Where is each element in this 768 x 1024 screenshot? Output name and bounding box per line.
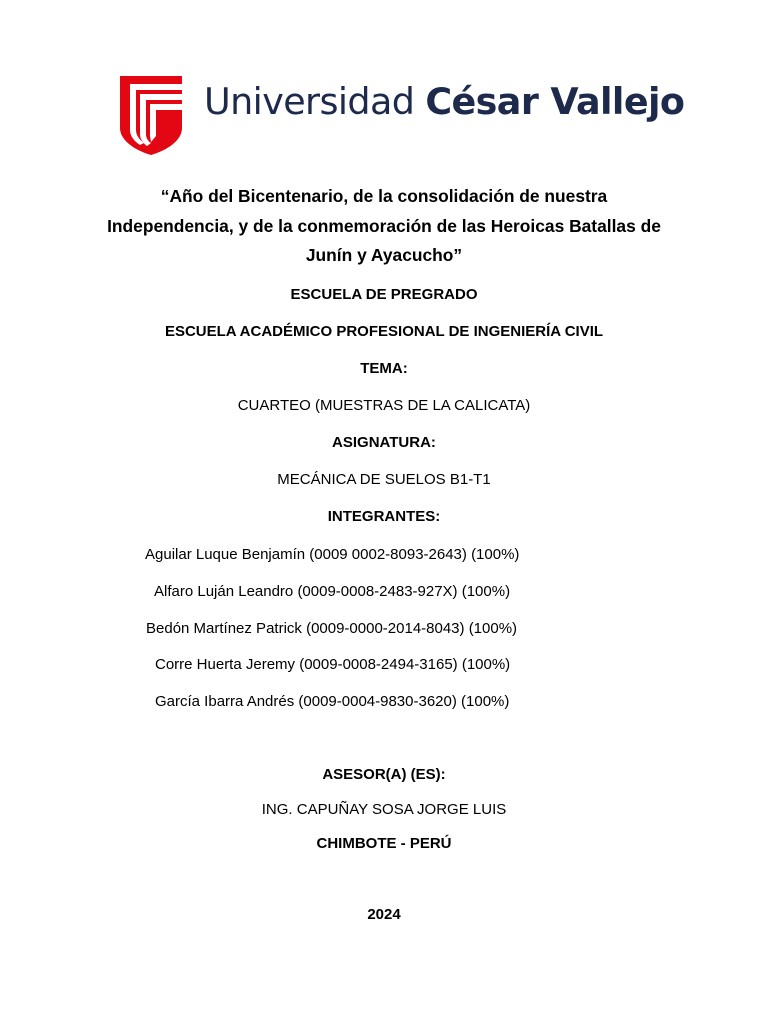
year: 2024 bbox=[367, 906, 401, 923]
member-item: Aguilar Luque Benjamín (0009 0002-8093-2643) (100%) bbox=[145, 546, 520, 563]
topic-label: TEMA: bbox=[360, 360, 408, 377]
year-motto: “Año del Bicentenario, de la consolidación de nuestra Independencia, y de la conmemoración de las Heroicas Batallas de Junín y Ayacucho” bbox=[107, 186, 661, 265]
member-item: Bedón Martínez Patrick (0009-0000-2014-8043) (100%) bbox=[146, 620, 518, 637]
topic-value: CUARTEO (MUESTRAS DE LA CALICATA) bbox=[237, 397, 531, 414]
course-label: ASIGNATURA: bbox=[332, 434, 436, 451]
program-heading: ESCUELA ACADÉMICO PROFESIONAL DE INGENIERÍA CIVIL bbox=[164, 323, 604, 340]
university-logo bbox=[118, 74, 685, 156]
advisor-value: ING. CAPUÑAY SOSA JORGE LUIS bbox=[261, 801, 507, 818]
university-name bbox=[204, 80, 684, 124]
member-item: Alfaro Luján Leandro (0009-0008-2483-927X) (100%) bbox=[154, 583, 511, 600]
member-item: Corre Huerta Jeremy (0009-0008-2494-3165) (100%) bbox=[155, 656, 511, 673]
university-name-light: Universidad bbox=[204, 80, 426, 123]
location: CHIMBOTE - PERÚ bbox=[316, 835, 452, 852]
school-heading: ESCUELA DE PREGRADO bbox=[290, 286, 478, 303]
members-label: INTEGRANTES: bbox=[327, 508, 441, 525]
course-value: MECÁNICA DE SUELOS B1-T1 bbox=[277, 471, 491, 488]
university-name-bold: César Vallejo bbox=[425, 80, 685, 123]
member-item: García Ibarra Andrés (0009-0004-9830-3620) (100%) bbox=[155, 693, 510, 710]
shield-icon bbox=[118, 74, 184, 156]
advisor-label: ASESOR(A) (ES): bbox=[322, 766, 446, 783]
